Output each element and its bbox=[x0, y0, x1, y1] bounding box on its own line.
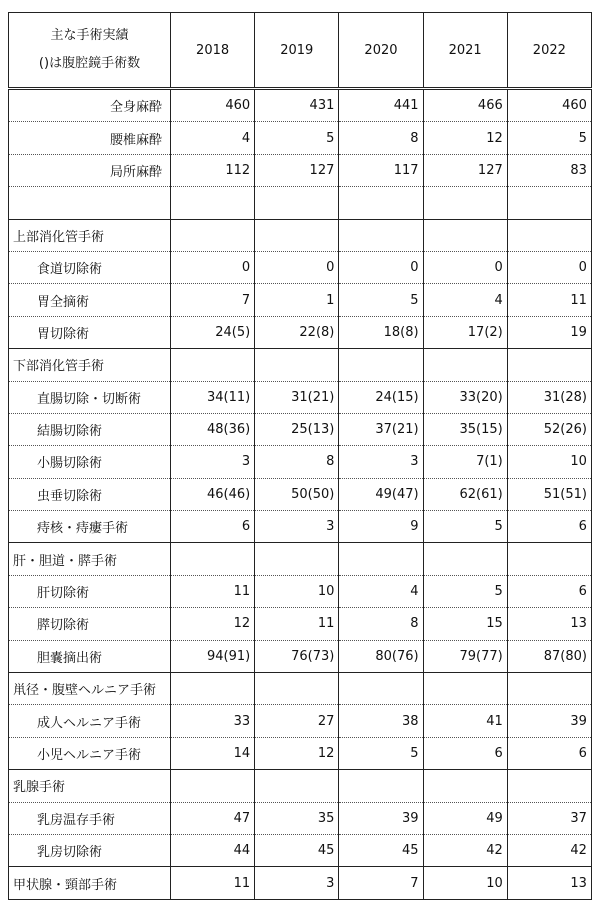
value-cell-2018: 4 bbox=[171, 122, 255, 154]
value-cell-2020: 39 bbox=[339, 802, 423, 834]
value-cell-2022: 5 bbox=[507, 122, 591, 154]
value-cell-2018: 14 bbox=[171, 737, 255, 769]
category-row bbox=[9, 673, 592, 705]
procedure-label: 食道切除術 bbox=[9, 251, 171, 283]
value-cell-2019: 50(50) bbox=[255, 478, 339, 510]
category-label: 下部消化管手術 bbox=[9, 349, 171, 381]
value-cell-2019: 45 bbox=[255, 834, 339, 866]
value-cell-2018: 12 bbox=[171, 608, 255, 640]
value-cell-2019: 25(13) bbox=[255, 413, 339, 445]
value-cell-2021: 6 bbox=[423, 737, 507, 769]
value-cell-2019: 3 bbox=[255, 867, 339, 899]
value-cell-2022 bbox=[507, 770, 591, 802]
table-row bbox=[9, 413, 592, 445]
value-cell-2018: 460 bbox=[171, 89, 255, 122]
value-cell-2021: 4 bbox=[423, 284, 507, 316]
procedure-label: 腰椎麻酔 bbox=[9, 122, 171, 154]
procedure-label: 胆嚢摘出術 bbox=[9, 640, 171, 672]
value-cell-2022: 6 bbox=[507, 511, 591, 543]
value-cell-2022: 83 bbox=[507, 154, 591, 186]
table-row bbox=[9, 640, 592, 672]
value-cell-2020: 24(15) bbox=[339, 381, 423, 413]
value-cell-2020 bbox=[339, 187, 423, 219]
value-cell-2020: 18(8) bbox=[339, 316, 423, 348]
table-row bbox=[9, 251, 592, 283]
value-cell-2019: 5 bbox=[255, 122, 339, 154]
value-cell-2022: 0 bbox=[507, 251, 591, 283]
value-cell-2019: 22(8) bbox=[255, 316, 339, 348]
year-header: 2022 bbox=[507, 13, 591, 89]
procedure-label: 胃全摘術 bbox=[9, 284, 171, 316]
value-cell-2022 bbox=[507, 673, 591, 705]
value-cell-2022: 87(80) bbox=[507, 640, 591, 672]
value-cell-2021: 466 bbox=[423, 89, 507, 122]
header-row bbox=[9, 13, 592, 89]
value-cell-2018 bbox=[171, 219, 255, 251]
value-cell-2019: 35 bbox=[255, 802, 339, 834]
spacer-row bbox=[9, 187, 592, 219]
value-cell-2021: 12 bbox=[423, 122, 507, 154]
value-cell-2022: 19 bbox=[507, 316, 591, 348]
value-cell-2021: 41 bbox=[423, 705, 507, 737]
category-row bbox=[9, 770, 592, 802]
procedure-label: 全身麻酔 bbox=[9, 89, 171, 122]
value-cell-2018: 46(46) bbox=[171, 478, 255, 510]
value-cell-2018: 7 bbox=[171, 284, 255, 316]
value-cell-2018: 11 bbox=[171, 867, 255, 899]
procedure-label: 直腸切除・切断術 bbox=[9, 381, 171, 413]
table-row bbox=[9, 154, 592, 186]
table-row bbox=[9, 316, 592, 348]
value-cell-2020 bbox=[339, 673, 423, 705]
value-cell-2022: 51(51) bbox=[507, 478, 591, 510]
value-cell-2019: 431 bbox=[255, 89, 339, 122]
value-cell-2021: 5 bbox=[423, 575, 507, 607]
value-cell-2020 bbox=[339, 219, 423, 251]
value-cell-2021: 7(1) bbox=[423, 446, 507, 478]
table-row bbox=[9, 802, 592, 834]
surgery-results-table bbox=[8, 12, 592, 900]
value-cell-2022 bbox=[507, 187, 591, 219]
value-cell-2018 bbox=[171, 770, 255, 802]
value-cell-2021: 35(15) bbox=[423, 413, 507, 445]
table-title: 主な手術実績 bbox=[50, 28, 129, 43]
value-cell-2020: 9 bbox=[339, 511, 423, 543]
table-row bbox=[9, 511, 592, 543]
value-cell-2020: 441 bbox=[339, 89, 423, 122]
value-cell-2022: 13 bbox=[507, 608, 591, 640]
value-cell-2021: 127 bbox=[423, 154, 507, 186]
table-row bbox=[9, 705, 592, 737]
procedure-label: 結腸切除術 bbox=[9, 413, 171, 445]
value-cell-2018: 44 bbox=[171, 834, 255, 866]
category-label: 上部消化管手術 bbox=[9, 219, 171, 251]
value-cell-2019 bbox=[255, 673, 339, 705]
value-cell-2021: 49 bbox=[423, 802, 507, 834]
value-cell-2020: 37(21) bbox=[339, 413, 423, 445]
value-cell-2018: 6 bbox=[171, 511, 255, 543]
value-cell-2022 bbox=[507, 219, 591, 251]
value-cell-2019: 8 bbox=[255, 446, 339, 478]
table-row bbox=[9, 89, 592, 122]
value-cell-2021: 10 bbox=[423, 867, 507, 899]
value-cell-2021 bbox=[423, 187, 507, 219]
value-cell-2021: 17(2) bbox=[423, 316, 507, 348]
value-cell-2019: 76(73) bbox=[255, 640, 339, 672]
value-cell-2022: 39 bbox=[507, 705, 591, 737]
value-cell-2018: 47 bbox=[171, 802, 255, 834]
procedure-label: 痔核・痔瘻手術 bbox=[9, 511, 171, 543]
value-cell-2018: 48(36) bbox=[171, 413, 255, 445]
procedure-label: 胃切除術 bbox=[9, 316, 171, 348]
value-cell-2018: 24(5) bbox=[171, 316, 255, 348]
year-header: 2018 bbox=[171, 13, 255, 89]
value-cell-2021 bbox=[423, 673, 507, 705]
value-cell-2018: 33 bbox=[171, 705, 255, 737]
value-cell-2021 bbox=[423, 770, 507, 802]
value-cell-2022: 11 bbox=[507, 284, 591, 316]
value-cell-2021 bbox=[423, 543, 507, 575]
value-cell-2020: 7 bbox=[339, 867, 423, 899]
value-cell-2019 bbox=[255, 543, 339, 575]
category-label: 乳腺手術 bbox=[9, 770, 171, 802]
category-row bbox=[9, 219, 592, 251]
table-row bbox=[9, 446, 592, 478]
value-cell-2021: 15 bbox=[423, 608, 507, 640]
value-cell-2022: 37 bbox=[507, 802, 591, 834]
value-cell-2020: 3 bbox=[339, 446, 423, 478]
value-cell-2019: 11 bbox=[255, 608, 339, 640]
value-cell-2020: 45 bbox=[339, 834, 423, 866]
value-cell-2019: 10 bbox=[255, 575, 339, 607]
category-label: 鼡径・腹壁ヘルニア手術 bbox=[9, 673, 171, 705]
table-row bbox=[9, 737, 592, 769]
procedure-label: 成人ヘルニア手術 bbox=[9, 705, 171, 737]
surgery-results-sheet bbox=[8, 12, 591, 900]
value-cell-2020: 80(76) bbox=[339, 640, 423, 672]
value-cell-2018: 11 bbox=[171, 575, 255, 607]
value-cell-2018 bbox=[171, 543, 255, 575]
value-cell-2021: 42 bbox=[423, 834, 507, 866]
value-cell-2022: 6 bbox=[507, 575, 591, 607]
value-cell-2018 bbox=[171, 349, 255, 381]
procedure-label bbox=[9, 187, 171, 219]
value-cell-2019: 1 bbox=[255, 284, 339, 316]
value-cell-2020: 0 bbox=[339, 251, 423, 283]
value-cell-2021: 33(20) bbox=[423, 381, 507, 413]
value-cell-2021: 79(77) bbox=[423, 640, 507, 672]
table-row bbox=[9, 834, 592, 866]
value-cell-2020 bbox=[339, 770, 423, 802]
value-cell-2018: 112 bbox=[171, 154, 255, 186]
value-cell-2019 bbox=[255, 770, 339, 802]
value-cell-2018: 34(11) bbox=[171, 381, 255, 413]
value-cell-2020: 8 bbox=[339, 122, 423, 154]
procedure-label: 小児ヘルニア手術 bbox=[9, 737, 171, 769]
value-cell-2020: 4 bbox=[339, 575, 423, 607]
value-cell-2020 bbox=[339, 543, 423, 575]
value-cell-2022: 31(28) bbox=[507, 381, 591, 413]
value-cell-2019 bbox=[255, 187, 339, 219]
category-label: 甲状腺・頸部手術 bbox=[9, 867, 171, 899]
value-cell-2020: 8 bbox=[339, 608, 423, 640]
procedure-label: 乳房温存手術 bbox=[9, 802, 171, 834]
value-cell-2019 bbox=[255, 349, 339, 381]
value-cell-2021: 0 bbox=[423, 251, 507, 283]
table-row bbox=[9, 122, 592, 154]
value-cell-2022: 10 bbox=[507, 446, 591, 478]
table-row bbox=[9, 478, 592, 510]
value-cell-2022: 6 bbox=[507, 737, 591, 769]
value-cell-2022: 13 bbox=[507, 867, 591, 899]
value-cell-2020: 38 bbox=[339, 705, 423, 737]
value-cell-2021 bbox=[423, 349, 507, 381]
value-cell-2021 bbox=[423, 219, 507, 251]
value-cell-2020: 49(47) bbox=[339, 478, 423, 510]
value-cell-2019: 3 bbox=[255, 511, 339, 543]
value-cell-2018: 94(91) bbox=[171, 640, 255, 672]
category-row bbox=[9, 349, 592, 381]
value-cell-2020: 5 bbox=[339, 737, 423, 769]
value-cell-2019: 12 bbox=[255, 737, 339, 769]
value-cell-2022 bbox=[507, 543, 591, 575]
procedure-label: 乳房切除術 bbox=[9, 834, 171, 866]
value-cell-2020 bbox=[339, 349, 423, 381]
procedure-label: 膵切除術 bbox=[9, 608, 171, 640]
value-cell-2019: 127 bbox=[255, 154, 339, 186]
laparoscopic-note: ()は腹腔鏡手術数 bbox=[38, 56, 141, 71]
value-cell-2019: 0 bbox=[255, 251, 339, 283]
value-cell-2022: 52(26) bbox=[507, 413, 591, 445]
value-cell-2018 bbox=[171, 187, 255, 219]
table-row bbox=[9, 284, 592, 316]
value-cell-2019 bbox=[255, 219, 339, 251]
procedure-label: 肝切除術 bbox=[9, 575, 171, 607]
category-label: 肝・胆道・膵手術 bbox=[9, 543, 171, 575]
table-row bbox=[9, 575, 592, 607]
category-row bbox=[9, 543, 592, 575]
value-cell-2022 bbox=[507, 349, 591, 381]
procedure-label: 小腸切除術 bbox=[9, 446, 171, 478]
value-cell-2019: 27 bbox=[255, 705, 339, 737]
table-row bbox=[9, 608, 592, 640]
value-cell-2021: 5 bbox=[423, 511, 507, 543]
value-cell-2021: 62(61) bbox=[423, 478, 507, 510]
value-cell-2018 bbox=[171, 673, 255, 705]
header-label-cell bbox=[9, 13, 171, 89]
value-cell-2022: 42 bbox=[507, 834, 591, 866]
year-header: 2021 bbox=[423, 13, 507, 89]
table-row bbox=[9, 867, 592, 899]
value-cell-2018: 3 bbox=[171, 446, 255, 478]
procedure-label: 虫垂切除術 bbox=[9, 478, 171, 510]
value-cell-2018: 0 bbox=[171, 251, 255, 283]
procedure-label: 局所麻酔 bbox=[9, 154, 171, 186]
value-cell-2019: 31(21) bbox=[255, 381, 339, 413]
year-header: 2019 bbox=[255, 13, 339, 89]
table-row bbox=[9, 381, 592, 413]
value-cell-2020: 5 bbox=[339, 284, 423, 316]
value-cell-2022: 460 bbox=[507, 89, 591, 122]
year-header: 2020 bbox=[339, 13, 423, 89]
value-cell-2020: 117 bbox=[339, 154, 423, 186]
